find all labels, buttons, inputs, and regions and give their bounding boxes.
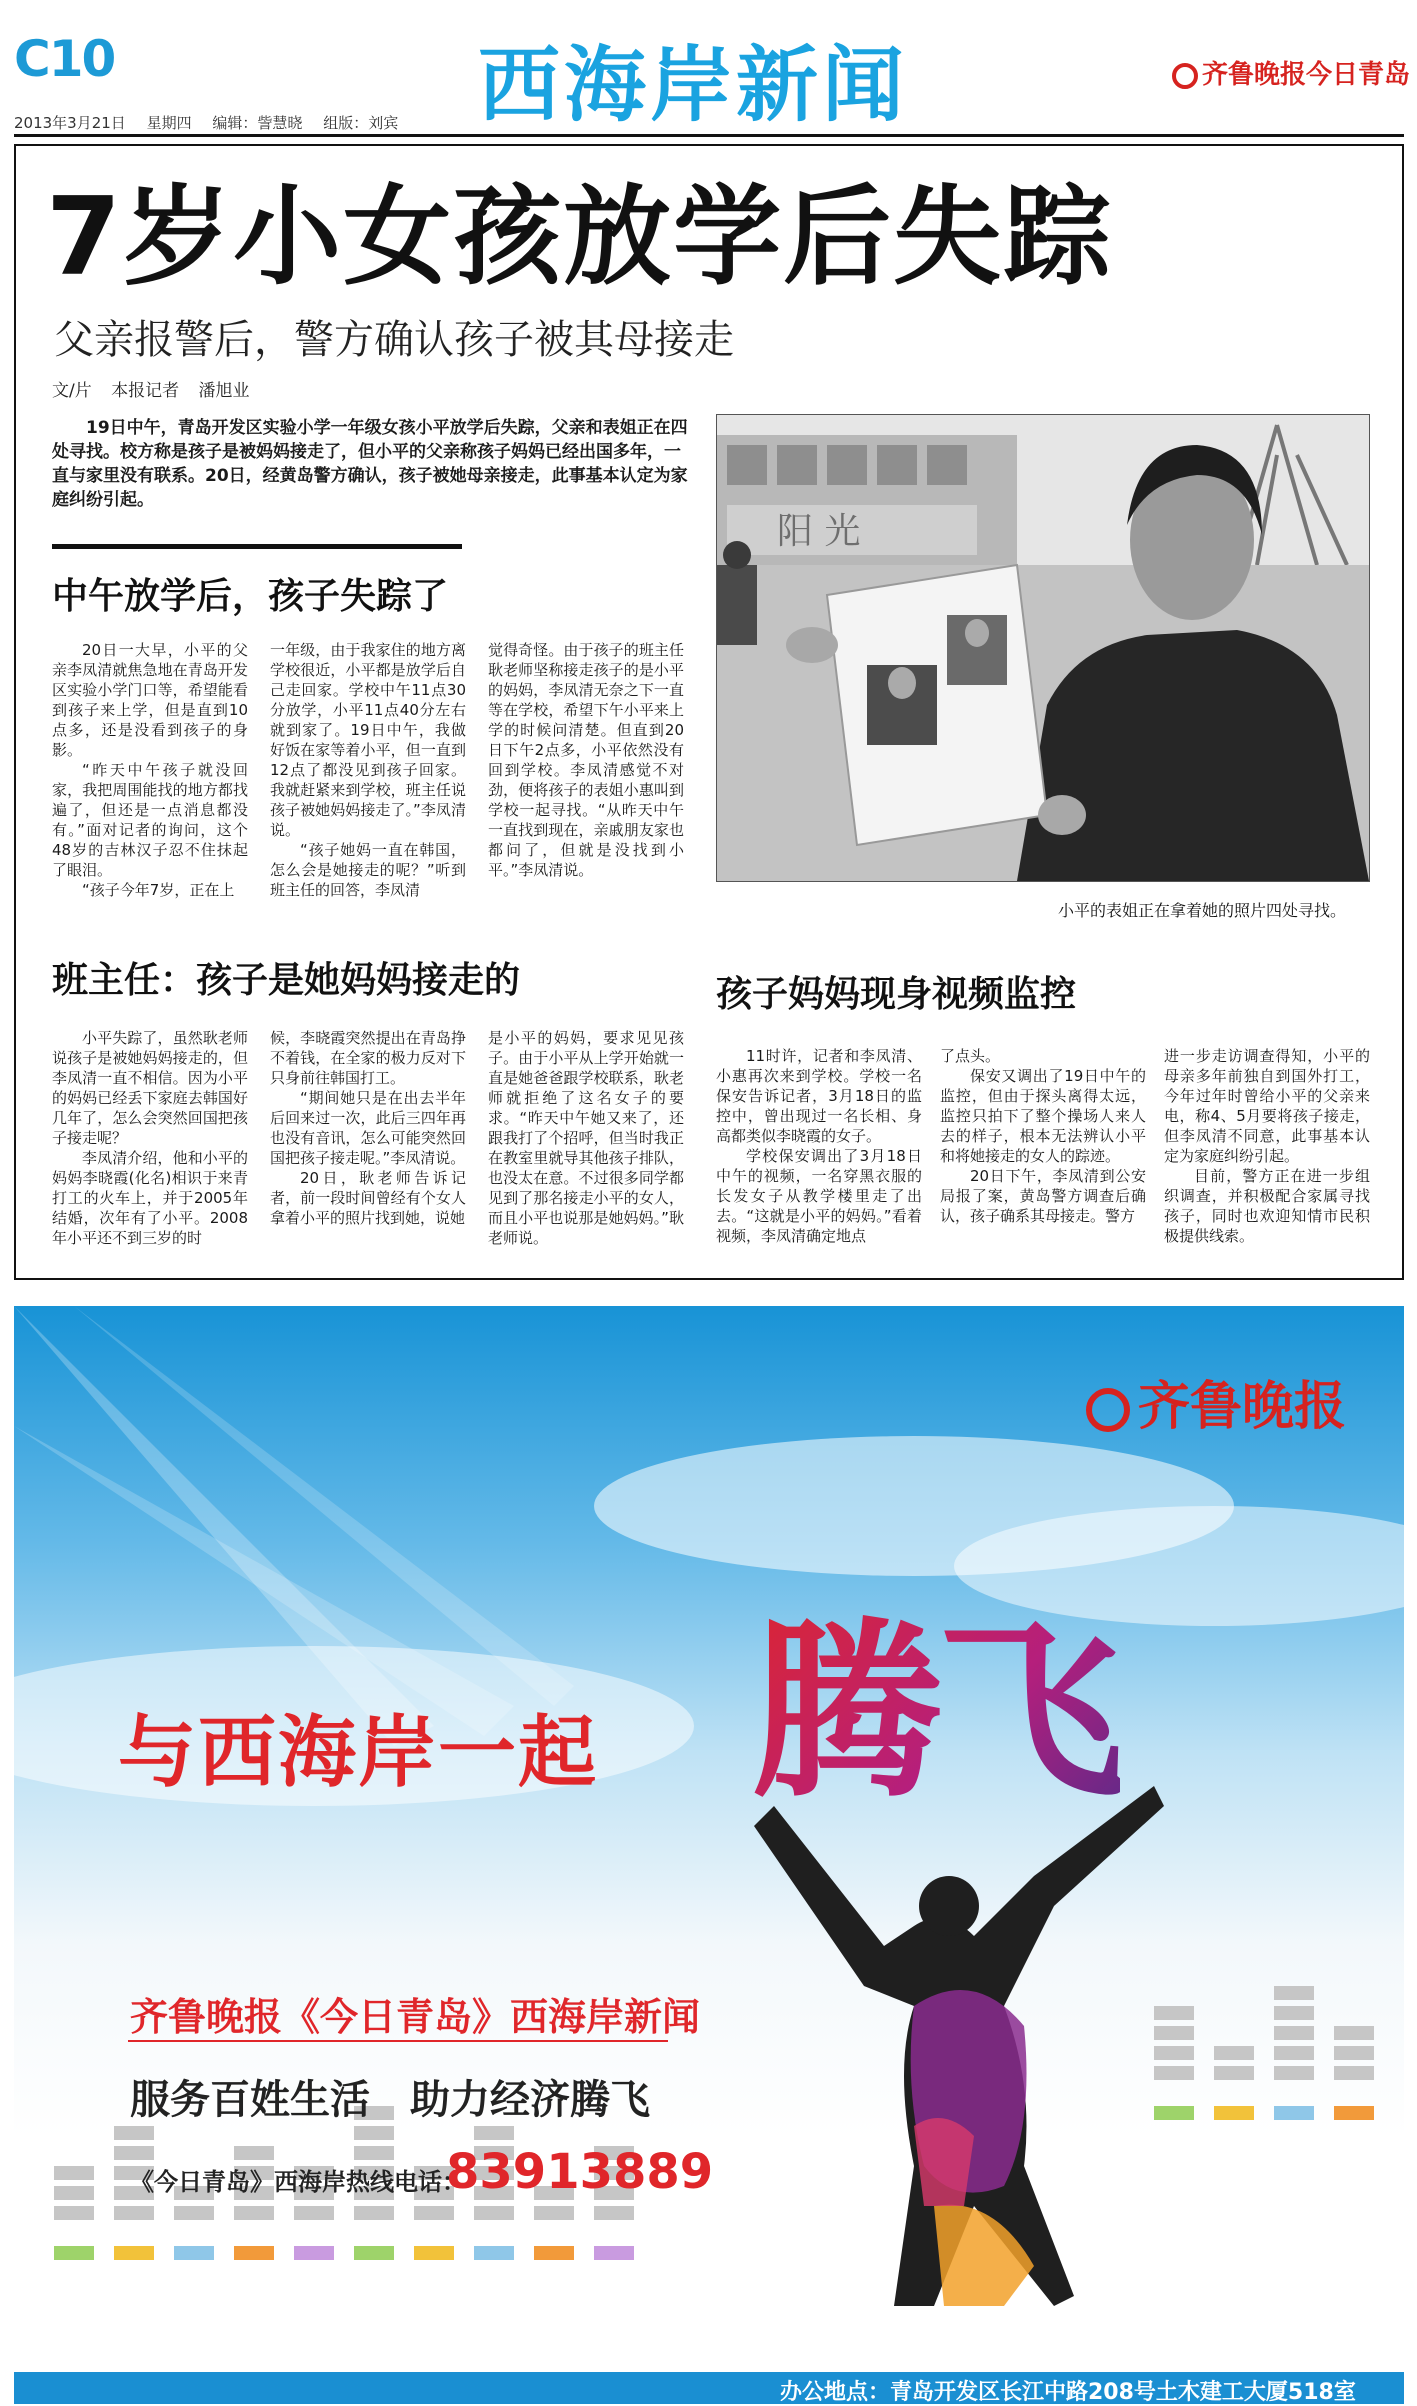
ad-slogan-part2: 腾飞 — [752, 1560, 1120, 1833]
section1-heading: 中午放学后，孩子失踪了 — [52, 576, 449, 617]
ad-brand-label: 齐鲁晚报 — [1138, 1377, 1347, 1437]
paragraph: 保安又调出了19日中午的监控，但由于探头离得太远，监控只拍下了整个操场人来人去的样子，根本无法辨认小平和将她接走的女人的踪迹。 — [940, 1067, 1146, 1165]
brand-logo-icon — [1172, 63, 1198, 89]
ad-graphics — [14, 1306, 1404, 2372]
section1-column — [270, 640, 466, 900]
paragraph: 进一步走访调查得知，小平的母亲多年前独自到国外打工，今年过年时曾给小平的父亲来电，称4、5月要将孩子接走，但李凤清不同意，此事基本认定为家庭纠纷引起。 — [1164, 1047, 1370, 1165]
section1-column — [488, 640, 684, 880]
masthead-title: 西海岸新闻 — [478, 38, 909, 133]
section2-heading: 班主任：孩子是她妈妈接走的 — [52, 960, 521, 1001]
byline-source: 本报记者 — [111, 381, 180, 401]
paragraph: 20日，耿老师告诉记者，前一段时间曾经有个女人拿着小平的照片找到她，说她 — [270, 1169, 466, 1227]
section3-column — [1164, 1046, 1370, 1246]
photo-illustration — [717, 415, 1369, 881]
article-byline — [52, 376, 264, 401]
paragraph: 11时许，记者和李凤清、小惠再次来到学校。学校一名保安告诉记者，3月18日的监控中，曾出现过一名长相、身高都类似李晓霞的女子。 — [716, 1047, 922, 1145]
paragraph: “昨天中午孩子就没回家，我把周围能找的地方都找遍了，但还是一点消息都没有。”面对记者的询问，这个48岁的吉林汉子忍不住抹起了眼泪。 — [52, 761, 248, 879]
issue-editor: 编辑：訾慧晓 — [212, 114, 303, 132]
issue-weekday: 星期四 — [146, 114, 192, 132]
paragraph: 觉得奇怪。由于孩子的班主任耿老师坚称接走孩子的是小平的妈妈，李凤清无奈之下一直等在学校，希望下午小平来上学的时候问清楚。但直到20日下午2点多，小平依然没有回到学校。李凤清感觉不对劲，便将孩子的表姐小惠叫到学校一起寻找。“从昨天中午一直找到现在，亲戚朋友家也都问了，但就是没找到小平。”李凤清说。 — [488, 641, 684, 879]
photo-caption: 小平的表姐正在拿着她的照片四处寻找。 — [1058, 901, 1347, 920]
lede-divider — [52, 544, 462, 549]
brand-logo-icon — [1086, 1388, 1130, 1432]
section3-column — [716, 1046, 922, 1246]
section2-column — [52, 1028, 248, 1248]
paragraph: 了点头。 — [940, 1047, 1001, 1065]
paragraph: 20日下午，李凤清到公安局报了案，黄岛警方调查后确认，孩子确系其母接走。警方 — [940, 1167, 1146, 1225]
section2-column — [488, 1028, 684, 1248]
section3-column — [940, 1046, 1146, 1226]
header-divider — [14, 134, 1404, 137]
section3-heading: 孩子妈妈现身视频监控 — [716, 974, 1077, 1015]
issue-meta — [14, 112, 414, 133]
section1-column — [52, 640, 248, 900]
wall-sign: 阳 光 — [777, 511, 861, 552]
newspaper-brand — [1172, 54, 1410, 91]
ad-office-address: 办公地点：青岛开发区长江中路208号土木建工大厦518室 — [780, 2380, 1356, 2405]
paragraph: 李凤清介绍，他和小平的妈妈李晓霞(化名)相识于来青打工的火车上，并于2005年结婚，次年有了小平。2008年小平还不到三岁的时 — [52, 1149, 248, 1247]
paragraph: 20日一大早，小平的父亲李凤清就焦急地在青岛开发区实验小学门口等，希望能看到孩子来上学，但是直到10点多，还是没看到孩子的身影。 — [52, 641, 248, 759]
ad-slogan-part1: 与西海岸一起 — [118, 1708, 599, 1798]
paragraph: 目前，警方正在进一步组织调查，并积极配合家属寻找孩子，同时也欢迎知情市民积极提供线索。 — [1164, 1167, 1370, 1245]
page-number: C10 — [14, 30, 115, 88]
article-subheadline: 父亲报警后，警方确认孩子被其母接走 — [54, 317, 734, 363]
brand-label: 齐鲁晚报今日青岛 — [1202, 60, 1411, 90]
paragraph: “孩子她妈一直在韩国，怎么会是她接走的呢？”听到班主任的回答，李凤清 — [270, 841, 466, 899]
ad-hotline-number: 83913889 — [446, 2144, 714, 2200]
article-headline: 7岁小女孩放学后失踪 — [46, 175, 1114, 300]
advertisement-banner — [14, 1306, 1404, 2372]
paragraph: 小平失踪了，虽然耿老师说孩子是被她妈妈接走的，但李凤清一直不相信。因为小平的妈妈已经丢下家庭去韩国好几年了，怎么会突然回国把孩子接走呢？ — [52, 1029, 248, 1147]
news-photo — [716, 414, 1370, 882]
issue-date: 2013年3月21日 — [14, 114, 126, 132]
article-lede: 19日中午，青岛开发区实验小学一年级女孩小平放学后失踪，父亲和表姐正在四处寻找。校方称是孩子是被妈妈接走了，但小平的父亲称孩子妈妈已经出国多年，一直与家里没有联系。20日，经黄岛警方确认，孩子被她母亲接走，此事基本认定为家庭纠纷引起。 — [52, 418, 688, 510]
paragraph: “孩子今年7岁，正在上 — [82, 881, 235, 899]
ad-publication-name: 齐鲁晚报《今日青岛》西海岸新闻 — [130, 1995, 701, 2039]
paragraph: 学校保安调出了3月18日中午的视频，一名穿黑衣服的长发女子从教学楼里走了出去。“这就是小平的妈妈。”看着视频，李凤清确定地点 — [716, 1147, 922, 1245]
ad-tagline: 服务百姓生活 助力经济腾飞 — [130, 2077, 650, 2123]
ad-hotline-label: 《今日青岛》西海岸热线电话： — [130, 2168, 466, 2196]
paragraph: 一年级，由于我家住的地方离学校很近，小平都是放学后自己走回家。学校中午11点30分放学，小平11点40分左右就到家了。19日中午，我做好饭在家等着小平，但一直到12点了都没见到孩子回家。我就赶紧来到学校，班主任说孩子被她妈妈接走了。”李凤清说。 — [270, 641, 466, 839]
issue-layout: 组版：刘宾 — [323, 114, 399, 132]
byline-reporter: 潘旭业 — [198, 381, 250, 401]
byline-label: 文/片 — [52, 381, 92, 401]
paragraph: 是小平的妈妈，要求见见孩子。由于小平从上学开始就一直是她爸爸跟学校联系，耿老师就拒绝了这名女子的要求。“昨天中午她又来了，还跟我打了个招呼，但当时我正在教室里就导其他孩子排队，也没太在意。不过很多同学都见到了那名接走小平的女人，而且小平也说那是她妈妈。”耿老师说。 — [488, 1029, 684, 1247]
ad-brand-logo — [1086, 1364, 1346, 1439]
paragraph: “期间她只是在出去半年后回来过一次，此后三四年再也没有音讯，怎么可能突然回国把孩子接走呢。”李凤清说。 — [270, 1089, 466, 1167]
ad-divider — [128, 2040, 668, 2042]
paragraph: 候，李晓霞突然提出在青岛挣不着钱，在全家的极力反对下只身前往韩国打工。 — [270, 1029, 466, 1087]
section2-column — [270, 1028, 466, 1228]
